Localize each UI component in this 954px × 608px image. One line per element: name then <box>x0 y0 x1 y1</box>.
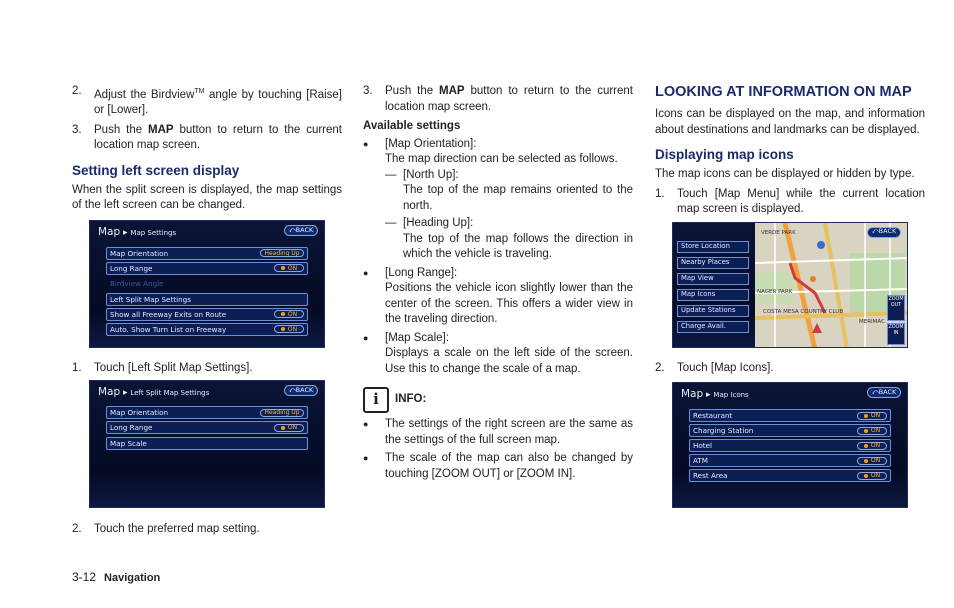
dash-item: — [Heading Up]: <box>385 217 474 229</box>
bullet-text: Displays a scale on the left side of the screen. Use this to change the scale of a map. <box>385 347 633 375</box>
screen-map-icons: Map ▸ Map Icons ⤺ BACK Restaurant ON Charging Station ON Hotel ON ATM ON Rest Area ON <box>672 382 908 508</box>
icon-row-hotel[interactable]: Hotel ON <box>689 439 891 452</box>
map-key: MAP <box>439 85 465 97</box>
icon-row-charging[interactable]: Charging Station ON <box>689 424 891 437</box>
toggle-chip: ON <box>274 325 304 333</box>
screen-crumb: Map Settings <box>130 228 177 237</box>
available-settings-heading: Available settings <box>363 120 461 132</box>
screen-title: Map <box>681 388 704 400</box>
intro-text: Icons can be displayed on the map, and information about destinations and landmarks can be displayed. <box>655 108 925 136</box>
setting-row[interactable]: Left Split Map Settings <box>106 293 308 306</box>
subsection-text: The map icons can be displayed or hidden by type. <box>655 168 915 180</box>
section-title: LOOKING AT INFORMATION ON MAP <box>655 84 912 100</box>
step-2: 2. Adjust the Birdview™ angle by touching [Raise] or [Lower]. <box>72 85 343 117</box>
step-2b: 2. Touch the preferred map setting. <box>72 523 260 536</box>
screen-map-settings: Map ▸ Map Settings ⤺ BACK Map Orientation Heading Up Long Range ON Birdview Angle Left Split Map Settings Show all Freeway Exits on Route ON Auto. Show Turn List on Freeway ON <box>89 220 325 348</box>
step-2-text-end: angle by touching [Raise] or [Lower]. <box>94 88 343 117</box>
back-button[interactable]: ⤺ BACK <box>284 385 318 396</box>
toggle-chip: ON <box>857 472 887 480</box>
toggle-chip: ON <box>274 310 304 318</box>
dash-item: — [North Up]: <box>385 168 459 181</box>
map-label: NAGER PARK <box>757 288 793 295</box>
menu-nearby-places[interactable]: Nearby Places <box>677 257 749 269</box>
menu-charge-avail[interactable]: Charge Avail. <box>677 321 749 333</box>
step-3: 3. Push the MAP button to return to the current location map screen. <box>72 123 342 152</box>
back-button[interactable]: ⤺ BACK <box>867 387 901 398</box>
setting-row[interactable]: Long Range ON <box>106 262 308 275</box>
section-heading: Setting left screen display <box>72 162 240 178</box>
intro-text: When the split screen is displayed, the map settings of the left screen can be changed. <box>72 183 342 212</box>
toggle-chip: ON <box>857 412 887 420</box>
page-number: 3-12 <box>72 570 97 584</box>
bullet-item: ● [Long Range]: <box>363 266 458 279</box>
bullet-item: ● The settings of the right screen are the same as the settings of the full screen map. <box>363 418 633 446</box>
info-icon: i <box>363 387 389 413</box>
step-2: 2. Touch [Map Icons]. <box>655 361 774 374</box>
toggle-chip: ON <box>857 442 887 450</box>
zoom-out-button[interactable]: ZOOM OUT <box>887 295 905 321</box>
subsection-heading: Displaying map icons <box>655 147 794 162</box>
step-2-text: Adjust the Birdview <box>94 88 195 101</box>
dash-text: The top of the map follows the direction in which the vehicle is traveling. <box>403 232 633 260</box>
step-3: 3. Push the MAP button to return to the current location map screen. <box>363 85 633 113</box>
setting-row[interactable]: Map Orientation Heading Up <box>106 406 308 419</box>
icon-row-atm[interactable]: ATM ON <box>689 454 891 467</box>
toggle-chip: ON <box>274 424 304 432</box>
dash-text: The top of the map remains oriented to the north. <box>403 184 633 212</box>
bullet-text: The map direction can be selected as follows. <box>385 153 618 165</box>
bullet-text: Positions the vehicle icon slightly lower than the center of the screen. This offers a wider view in the traveling direction. <box>385 282 633 325</box>
map-label: MERIMAC <box>859 318 885 325</box>
map-area <box>755 223 907 347</box>
menu-map-icons[interactable]: Map Icons <box>677 289 749 301</box>
back-button[interactable]: ⤺ BACK <box>284 225 318 236</box>
setting-row[interactable]: Map Scale <box>106 437 308 450</box>
toggle-chip: ON <box>857 427 887 435</box>
setting-row[interactable]: Long Range ON <box>106 421 308 434</box>
value-chip: Heading Up <box>260 409 304 417</box>
icon-row-rest-area[interactable]: Rest Area ON <box>689 469 891 482</box>
zoom-in-button[interactable]: ZOOM IN <box>887 323 905 345</box>
map-label: VERDE PARK <box>761 229 796 236</box>
bullet-item: ● [Map Scale]: <box>363 331 449 344</box>
bullet-item: ● [Map Orientation]: <box>363 137 477 150</box>
screen-crumb: Left Split Map Settings <box>130 389 210 398</box>
setting-row[interactable]: Map Orientation Heading Up <box>106 247 308 260</box>
toggle-chip: ON <box>274 264 304 272</box>
bullet-item: ● The scale of the map can also be changed by touching [ZOOM OUT] or [ZOOM IN]. <box>363 452 633 480</box>
screen-title: Map <box>98 386 121 399</box>
column-middle <box>363 84 633 482</box>
screen-title: Map <box>98 225 121 238</box>
step-1: 1. Touch [Map Menu] while the current location map screen is displayed. <box>655 187 925 215</box>
step-1: 1. Touch [Left Split Map Settings]. <box>72 361 253 374</box>
trademark: TM <box>194 88 205 95</box>
menu-store-location[interactable]: Store Location <box>677 241 749 253</box>
back-button[interactable]: ⤺ BACK <box>867 227 901 238</box>
column-left <box>72 84 342 542</box>
screen-crumb: Map Icons <box>713 391 749 399</box>
section-name: Navigation <box>104 572 161 584</box>
toggle-chip: ON <box>857 457 887 465</box>
screen-left-split: Map ▸ Left Split Map Settings ⤺ BACK Map Orientation Heading Up Long Range ON Map Scale <box>89 380 325 508</box>
screen-map-menu <box>672 222 908 348</box>
page-footer <box>72 570 160 587</box>
column-right <box>655 84 925 508</box>
map-label: COSTA MESA COUNTRY CLUB <box>763 308 844 315</box>
menu-update-stations[interactable]: Update Stations <box>677 305 749 317</box>
info-block <box>363 387 633 413</box>
menu-map-view[interactable]: Map View <box>677 273 749 285</box>
icon-row-restaurant[interactable]: Restaurant ON <box>689 409 891 422</box>
setting-row[interactable]: Auto. Show Turn List on Freeway ON <box>106 323 308 336</box>
setting-row[interactable]: Show all Freeway Exits on Route ON <box>106 308 308 321</box>
info-label: INFO: <box>395 393 427 406</box>
setting-row-disabled: Birdview Angle <box>110 278 164 288</box>
map-key: MAP <box>148 123 174 136</box>
value-chip: Heading Up <box>260 249 304 257</box>
